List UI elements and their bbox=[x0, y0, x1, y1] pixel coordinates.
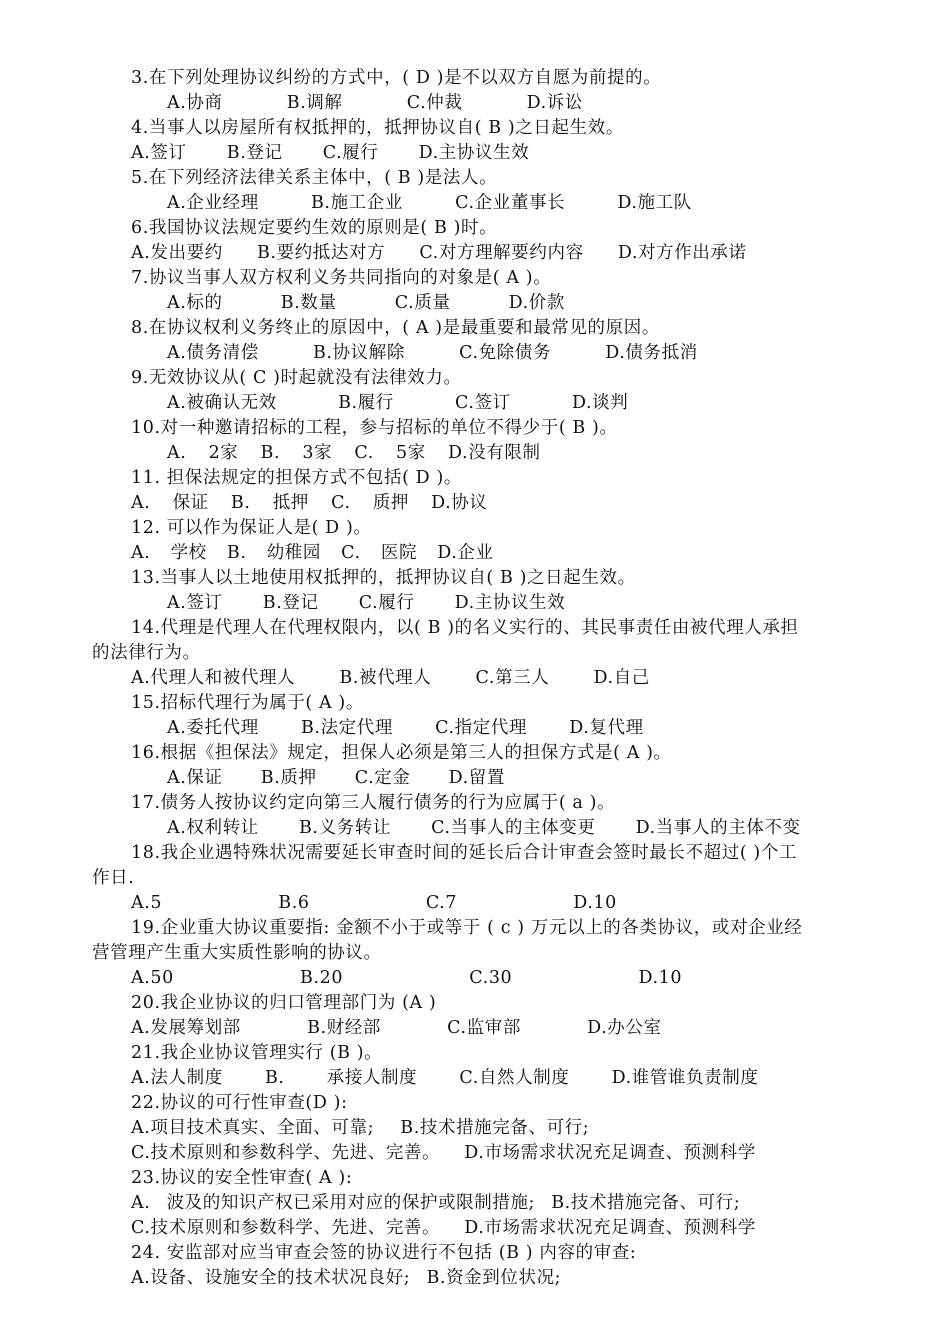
options-21: A.法人制度 B. 承接人制度 C.自然人制度 D.谁管谁负责制度 bbox=[131, 1068, 759, 1088]
question-8: 8.在协议权利义务终止的原因中，( A )是最重要和最常见的原因。 bbox=[131, 318, 660, 338]
question-3: 3.在下列处理协议纠纷的方式中，( D )是不以双方自愿为前提的。 bbox=[131, 68, 662, 88]
question-24: 24. 安监部对应当审查会签的协议进行不包括 (B ) 内容的审查: bbox=[131, 1243, 637, 1263]
options-20: A.发展筹划部 B.财经部 C.监审部 D.办公室 bbox=[131, 1018, 662, 1038]
options-10: A. 2家 B. 3家 C. 5家 D.没有限制 bbox=[167, 443, 541, 463]
question-21: 21.我企业协议管理实行 (B )。 bbox=[131, 1043, 383, 1063]
question-14: 14.代理是代理人在代理权限内，以( B )的名义实行的、其民事责任由被代理人承担 bbox=[131, 618, 799, 638]
question-18: 18.我企业遇特殊状况需要延长审查时间的延长后合计审查会签时最长不超过( )个工 bbox=[131, 843, 798, 863]
question-18-cont: 作日. bbox=[92, 868, 135, 888]
question-11: 11. 担保法规定的担保方式不包括( D )。 bbox=[131, 468, 463, 488]
question-12: 12. 可以作为保证人是( D )。 bbox=[131, 518, 372, 538]
question-5: 5.在下列经济法律关系主体中，( B )是法人。 bbox=[131, 168, 498, 188]
options-11: A. 保证 B. 抵押 C. 质押 D.协议 bbox=[131, 493, 488, 513]
question-6: 6.我国协议法规定要约生效的原则是( B )时。 bbox=[131, 218, 498, 238]
options-12: A. 学校 B. 幼稚园 C. 医院 D.企业 bbox=[131, 543, 494, 563]
options-23b: C.技术原则和参数科学、先进、完善。 D.市场需求状况充足调查、预测科学 bbox=[131, 1218, 756, 1238]
options-5: A.企业经理 B.施工企业 C.企业董事长 D.施工队 bbox=[167, 193, 692, 213]
question-23: 23.协议的安全性审查( A ): bbox=[131, 1168, 353, 1188]
question-16: 16.根据《担保法》规定，担保人必须是第三人的担保方式是( A )。 bbox=[131, 743, 672, 763]
question-14-cont: 的法律行为。 bbox=[92, 643, 201, 663]
options-24: A.设备、设施安全的技术状况良好; B.资金到位状况; bbox=[131, 1268, 562, 1288]
options-15: A.委托代理 B.法定代理 C.指定代理 D.复代理 bbox=[167, 718, 644, 738]
question-19-cont: 营管理产生重大实质性影响的协议。 bbox=[92, 943, 382, 963]
question-10: 10.对一种邀请招标的工程，参与招标的单位不得少于( B )。 bbox=[131, 418, 618, 438]
options-23a: A. 波及的知识产权已采用对应的保护或限制措施; B.技术措施完备、可行; bbox=[131, 1193, 741, 1213]
options-19: A.50 B.20 C.30 D.10 bbox=[131, 968, 683, 988]
options-17: A.权利转让 B.义务转让 C.当事人的主体变更 D.当事人的主体不变 bbox=[167, 818, 801, 838]
options-13: A.签订 B.登记 C.履行 D.主协议生效 bbox=[167, 593, 566, 613]
question-9: 9.无效协议从( C )时起就没有法律效力。 bbox=[131, 368, 462, 388]
question-19: 19.企业重大协议重要指: 金额不小于或等于 ( c ) 万元以上的各类协议，或对企业经 bbox=[131, 918, 803, 938]
options-7: A.标的 B.数量 C.质量 D.价款 bbox=[167, 293, 566, 313]
question-22: 22.协议的可行性审查(D ): bbox=[131, 1093, 348, 1113]
options-6: A.发出要约 B.要约抵达对方 C.对方理解要约内容 D.对方作出承诺 bbox=[131, 243, 747, 263]
options-3: A.协商 B.调解 C.仲裁 D.诉讼 bbox=[167, 93, 584, 113]
options-22b: C.技术原则和参数科学、先进、完善。 D.市场需求状况充足调查、预测科学 bbox=[131, 1143, 756, 1163]
options-16: A.保证 B.质押 C.定金 D.留置 bbox=[167, 768, 506, 788]
question-15: 15.招标代理行为属于( A )。 bbox=[131, 693, 364, 713]
question-20: 20.我企业协议的归口管理部门为 (A ) bbox=[131, 993, 437, 1013]
question-7: 7.协议当事人双方权利义务共同指向的对象是( A )。 bbox=[131, 268, 552, 288]
options-8: A.债务清偿 B.协议解除 C.免除债务 D.债务抵消 bbox=[167, 343, 698, 363]
options-4: A.签订 B.登记 C.履行 D.主协议生效 bbox=[131, 143, 530, 163]
options-14: A.代理人和被代理人 B.被代理人 C.第三人 D.自己 bbox=[131, 668, 650, 688]
question-17: 17.债务人按协议约定向第三人履行债务的行为应属于( a )。 bbox=[131, 793, 616, 813]
options-18: A.5 B.6 C.7 D.10 bbox=[131, 893, 617, 913]
question-4: 4.当事人以房屋所有权抵押的，抵押协议自( B )之日起生效。 bbox=[131, 118, 624, 138]
question-13: 13.当事人以土地使用权抵押的，抵押协议自( B )之日起生效。 bbox=[131, 568, 636, 588]
options-22a: A.项目技术真实、全面、可靠; B.技术措施完备、可行; bbox=[131, 1118, 590, 1138]
options-9: A.被确认无效 B.履行 C.签订 D.谈判 bbox=[167, 393, 629, 413]
